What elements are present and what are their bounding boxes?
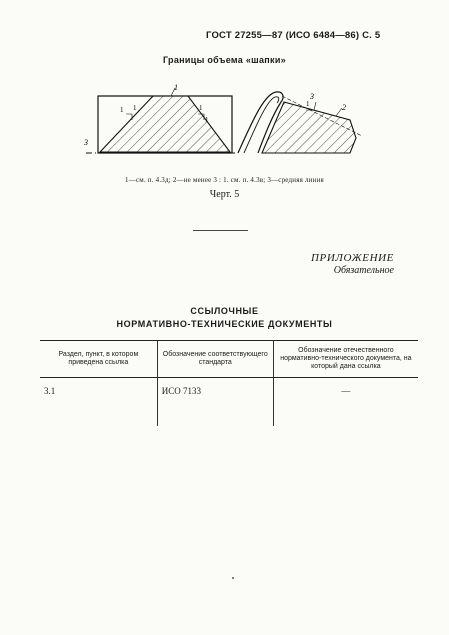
label-3: 3: [84, 138, 88, 147]
table-header-row: [40, 341, 418, 378]
references-table: [40, 340, 418, 426]
label-1-right-c: 1: [306, 100, 310, 108]
appendix-subtitle: Обязательное: [333, 265, 394, 276]
column-header-section: Раздел, пункт, в котором приведена ссылка: [40, 341, 157, 378]
left-cap-diagram: [83, 83, 238, 153]
separator-rule: [193, 230, 248, 231]
figure-legend: 1—см. п. 4.3д; 2—не менее 3 : 1. см. п. 4.3в; 3—средняя линия: [125, 176, 324, 184]
figure-caption: Черт. 5: [209, 189, 240, 200]
appendix-title: ПРИЛОЖЕНИЕ: [311, 252, 394, 264]
references-title-line2: НОРМАТИВНО-ТЕХНИЧЕСКИЕ ДОКУМЕНТЫ: [116, 319, 333, 329]
label-1-left-a: 1: [120, 106, 124, 114]
cell-section: 3.1: [44, 386, 56, 396]
figure-title: Границы объема «шапки»: [163, 55, 286, 65]
label-1-left-b: 1: [133, 104, 137, 112]
references-title-line1: ССЫЛОЧНЫЕ: [190, 306, 259, 316]
column-header-domestic: Обозначение отечественного нормативно-технического документа, на который дана ссылка: [273, 341, 418, 378]
label-1-right-b: 1: [205, 116, 209, 124]
figure-drawing: [78, 82, 378, 160]
cell-domestic: —: [273, 378, 418, 427]
label-1-right-a: 1: [199, 104, 203, 112]
scan-speck: [232, 577, 234, 579]
label-3-right: 3: [310, 92, 314, 101]
right-cap-diagram: [238, 92, 362, 153]
label-1-top: 1: [174, 83, 178, 92]
column-header-standard: Обозначение соответствующего стандарта: [157, 341, 273, 378]
table-row: [40, 378, 418, 427]
cell-standard: ИСО 7133: [157, 378, 273, 427]
label-2: 2: [342, 103, 346, 112]
page-header: ГОСТ 27255—87 (ИСО 6484—86) С. 5: [206, 30, 381, 41]
